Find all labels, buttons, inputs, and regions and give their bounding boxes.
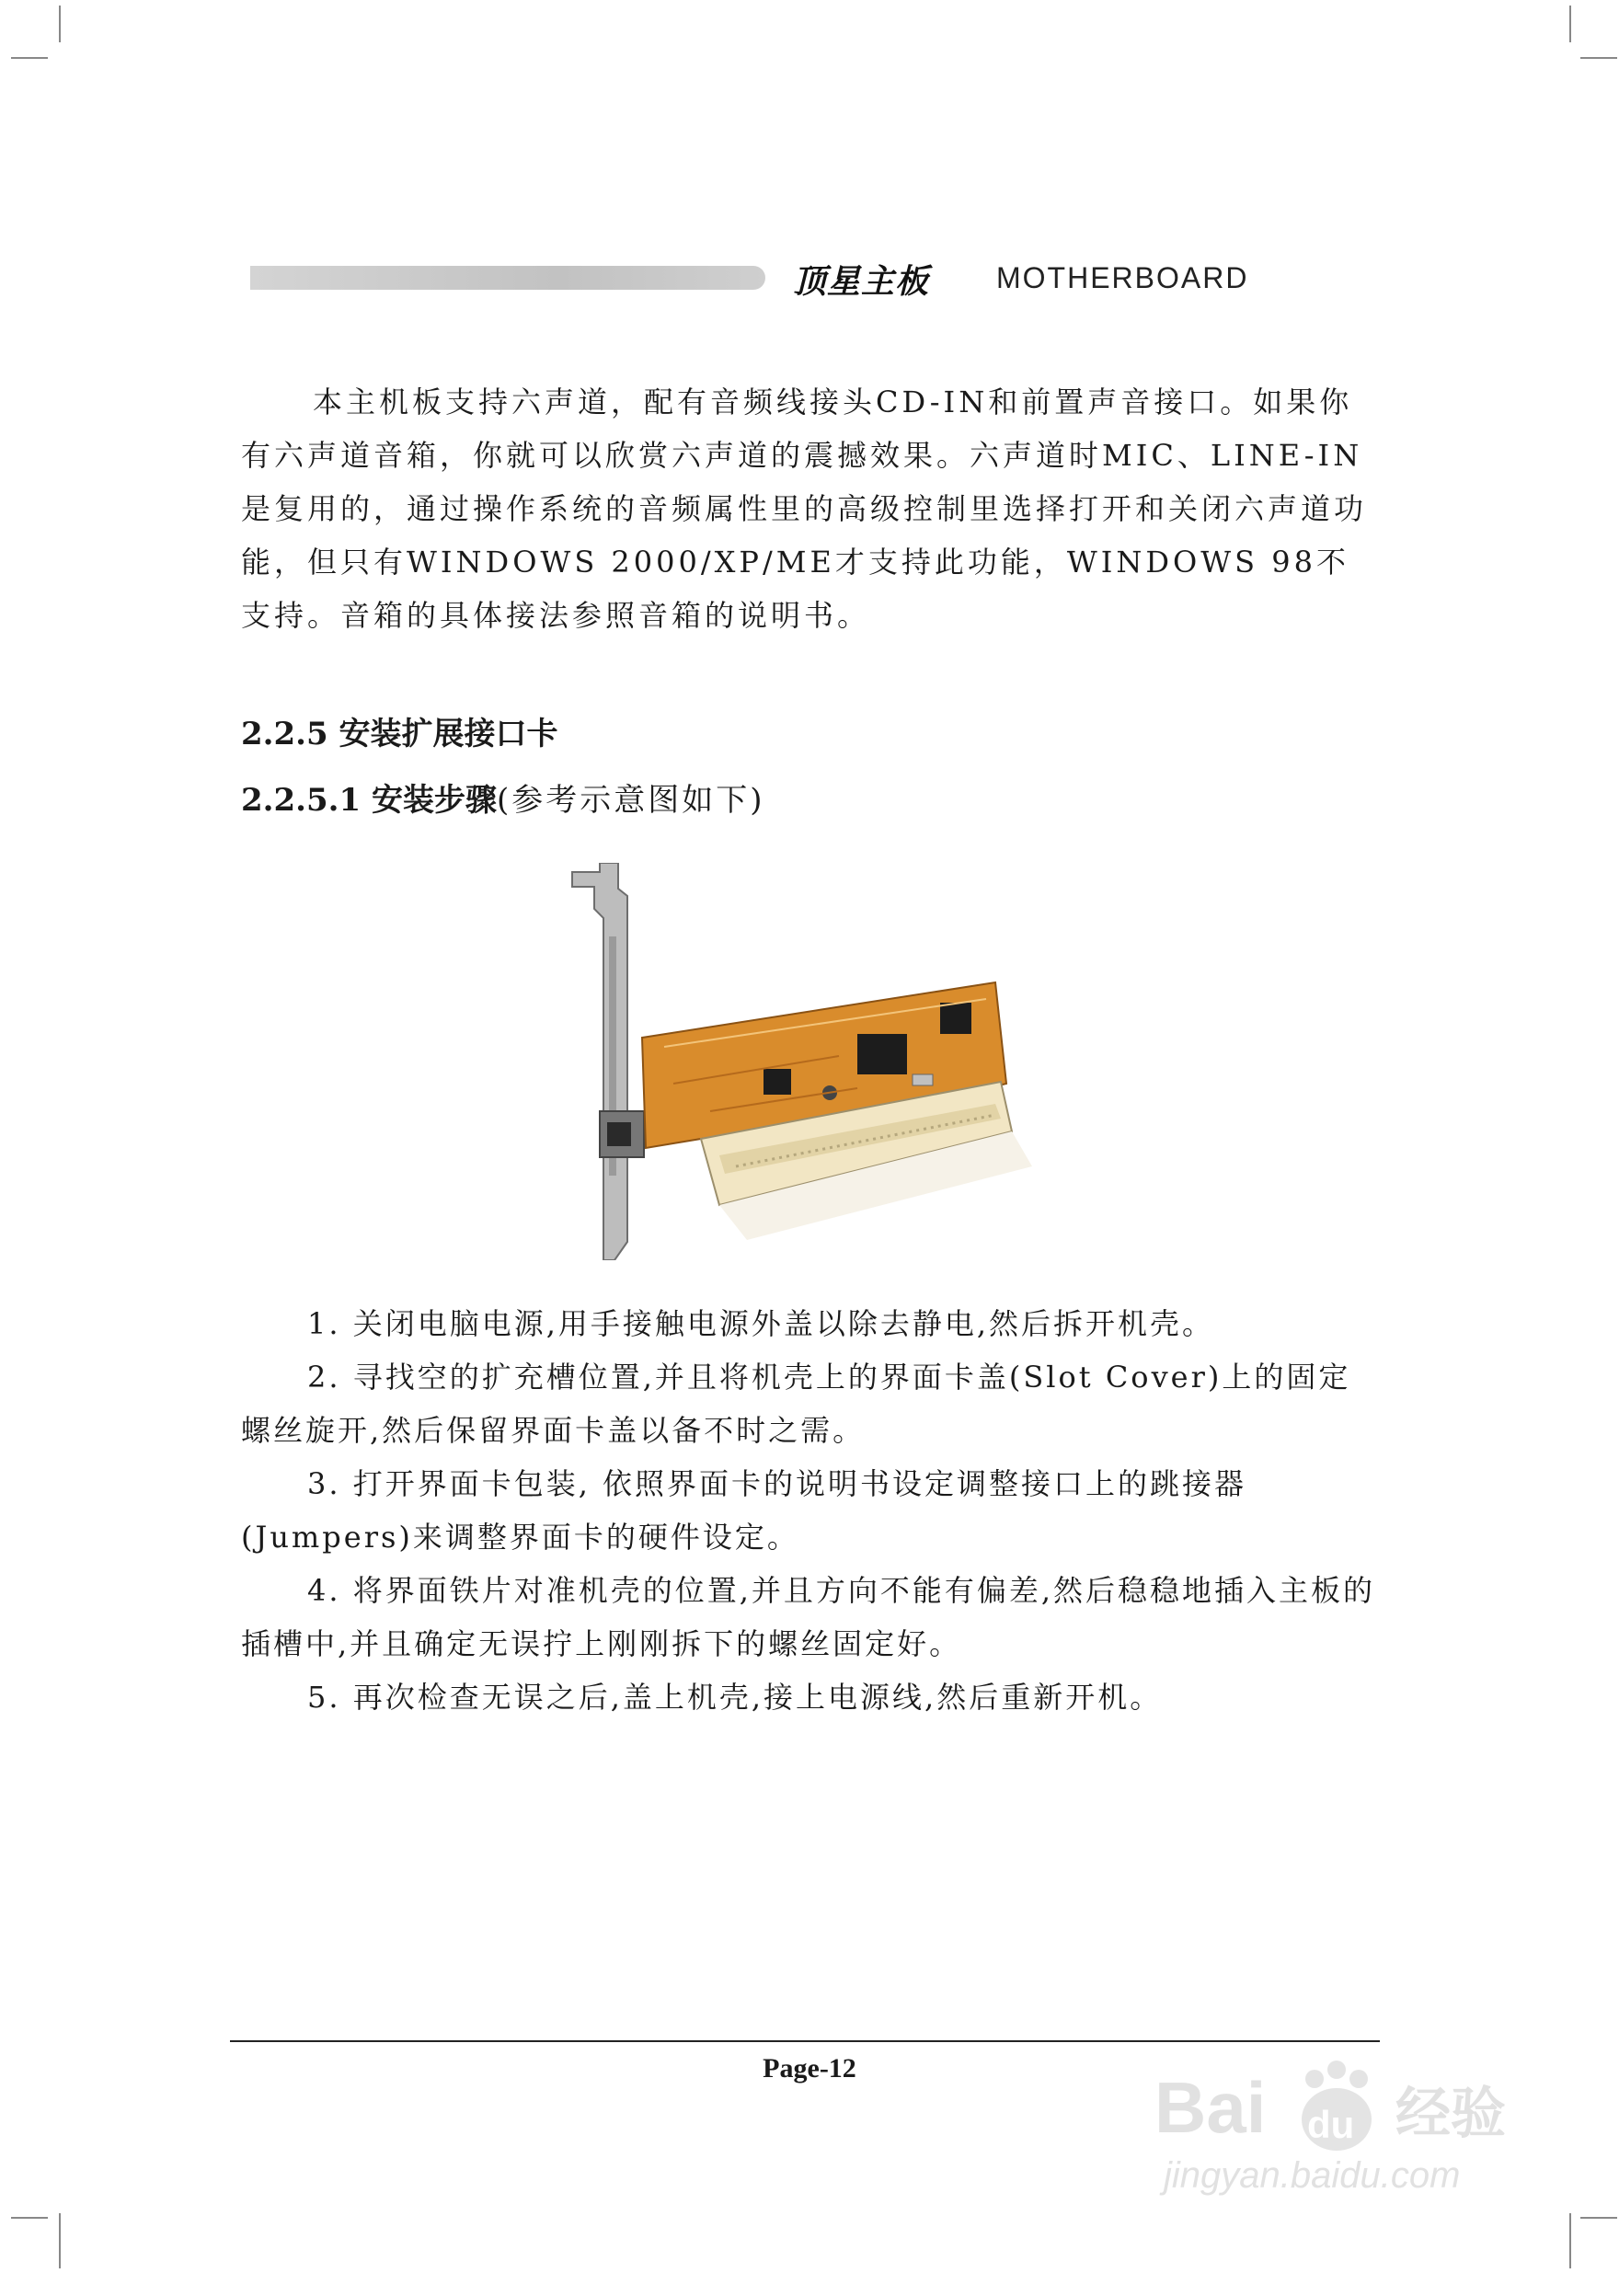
crop-mark [59, 6, 61, 42]
crop-mark [1580, 57, 1617, 59]
install-step: 3. 打开界面卡包装, 依照界面卡的说明书设定调整接口上的跳接器(Jumpers)来调整界面卡的硬件设定。 [241, 1466, 1247, 1555]
intro-paragraph: 本主机板支持六声道，配有音频线接头CD-IN和前置声音接口。如果你有六声道音箱，你就可以欣赏六声道的震撼效果。六声道时MIC、LINE-IN是复用的，通过操作系统的音频属性里的高级控制里选择打开和关闭六声道功能，但只有WINDOWS 2000/XP/ME才支持此功能，WINDOWS 98不支持。音箱的具体接法参照音箱的说明书。 [241, 385, 1368, 633]
header-bar [250, 266, 765, 290]
baidu-jingyan-watermark [1154, 2049, 1541, 2197]
install-step: 2. 寻找空的扩充槽位置,并且将机壳上的界面卡盖(Slot Cover)上的固定螺丝旋开,然后保留界面卡盖以备不时之需。 [241, 1360, 1351, 1448]
brand-name-en: MOTHERBOARD [996, 261, 1249, 294]
crop-mark [1580, 2217, 1617, 2219]
subsection-title-text: 2.2.5.1 安装步骤 [241, 782, 497, 819]
crop-mark [11, 57, 48, 59]
section-title: 2.2.5 安装扩展接口卡 [241, 716, 558, 752]
subsection-title [241, 775, 765, 820]
crystal [913, 1074, 933, 1085]
install-step: 5. 再次检查无误之后,盖上机壳,接上电源线,然后重新开机。 [307, 1680, 1163, 1715]
crop-mark [1569, 6, 1571, 42]
network-port-opening [607, 1122, 631, 1146]
crop-mark [11, 2217, 48, 2219]
crop-mark [59, 2213, 61, 2268]
watermark-cn: 经验 [1395, 2083, 1506, 2144]
crop-mark [1569, 2213, 1571, 2268]
chip-right [940, 1003, 971, 1034]
watermark-brand: Bai [1154, 2067, 1267, 2148]
chip-left [764, 1069, 791, 1095]
watermark-brand-du: du [1307, 2103, 1355, 2146]
card-bracket [572, 863, 627, 1260]
install-steps-list [241, 1297, 1382, 1724]
expansion-card-illustration [563, 863, 1060, 1260]
watermark-url: jingyan.baidu.com [1164, 2155, 1461, 2196]
install-step: 1. 关闭电脑电源,用手接触电源外盖以除去静电,然后拆开机壳。 [307, 1306, 1215, 1341]
install-step: 4. 将界面铁片对准机壳的位置,并且方向不能有偏差,然后稳稳地插入主板的插槽中,并且确定无误拧上刚刚拆下的螺丝固定好。 [241, 1573, 1376, 1661]
page-number: Page-12 [763, 2053, 856, 2084]
subsection-note: (参考示意图如下) [496, 782, 765, 819]
chip-main [857, 1034, 907, 1074]
footer-divider [230, 2040, 1380, 2042]
brand-name-cn: 顶星主板 [793, 263, 930, 301]
